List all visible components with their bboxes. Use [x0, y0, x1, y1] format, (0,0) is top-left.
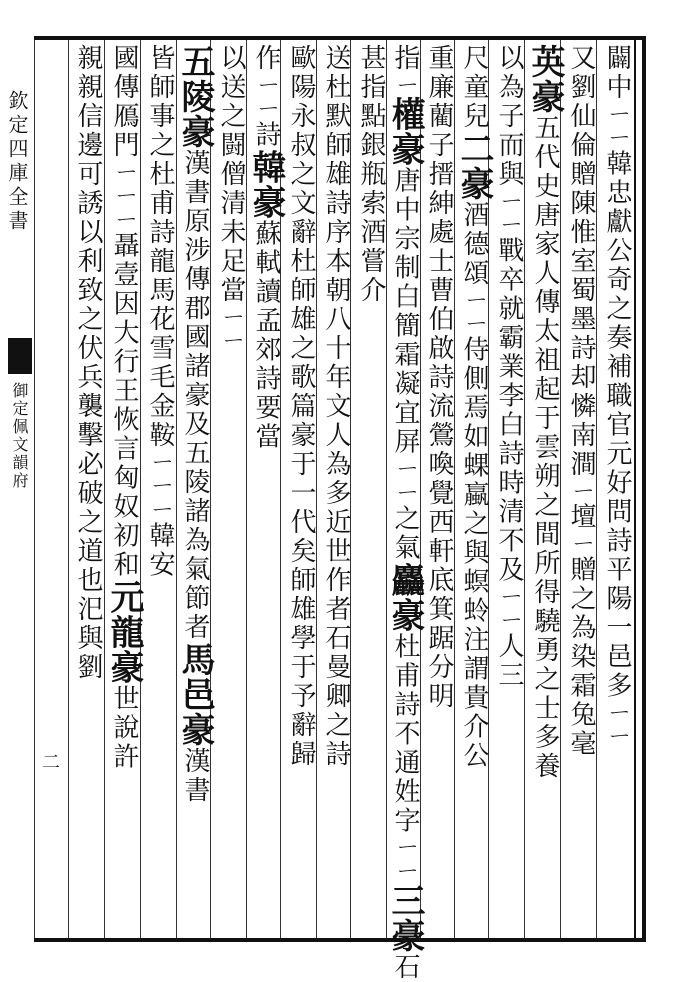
entry-text: 甚指點銀瓶索酒嘗: [356, 44, 386, 276]
text-column: [104, 44, 144, 934]
entry-text: 汜與劉: [73, 595, 103, 682]
entry-text: 重廉藺: [424, 44, 454, 131]
entry-text: 指ㄧ: [390, 44, 420, 97]
frame-right-border: [642, 36, 646, 942]
column-rule: [68, 40, 69, 938]
entry-text: 蘇軾讀孟郊詩要當: [251, 219, 281, 452]
entry-text: 石: [390, 953, 420, 982]
book-spine: [0, 40, 34, 938]
entry-headword: 五陵豪: [175, 44, 215, 149]
entry-text: 以送之: [216, 44, 246, 131]
entry-headword: 麤豪: [385, 562, 425, 633]
entry-text: 五代史唐家人傳太祖起于雲朔之間所得驍勇之士多養: [530, 114, 560, 781]
entry-headword: 韓豪: [246, 149, 286, 220]
text-column: [175, 44, 215, 934]
text-column: [354, 44, 388, 934]
entry-text: 作ㄧㄧ詩: [251, 44, 281, 150]
text-column: [492, 44, 526, 934]
entry-headword: 馬邑豪: [175, 642, 215, 747]
text-column: [600, 44, 634, 934]
entry-text: 唐中宗制: [390, 166, 420, 283]
text-column: [319, 44, 353, 934]
entry-headword: 二豪: [454, 131, 494, 201]
entry-text: 國傳鴈門ㄧㄧㄧ聶壹因大行王恢言匈奴初和: [109, 44, 139, 580]
entry-text: 世說許: [109, 684, 139, 772]
entry-headword: 權豪: [385, 96, 425, 167]
entry-text: 漢書: [180, 747, 210, 805]
entry-text: 以為子而與ㄧㄧ戰卒就霸業李白詩時清不及ㄧㄧ人三: [494, 44, 524, 691]
entry-text: 凝宜屏ㄧㄧ之氣: [390, 369, 420, 563]
entry-text: 尺童兒: [459, 44, 489, 131]
text-column: [385, 44, 425, 982]
text-column: [454, 44, 494, 934]
entry-text: 皆師事之杜甫詩龍馬花雪毛金鞍ㄧㄧㄧ: [145, 44, 175, 522]
entry-text: 闘僧清未足當ㄧㄧ: [216, 131, 246, 353]
frame-bottom-border: [34, 938, 646, 942]
text-column: [422, 44, 456, 934]
entry-text: 親親信邊可誘以利致之伏兵襲擊必破之道也: [73, 44, 103, 595]
entry-text: 杜甫詩不通姓字ㄧㄧ: [390, 632, 420, 884]
entry-text: 子搢紳處士曹伯啟詩流鶯喚覺西軒底箕踞分明: [424, 131, 454, 711]
entry-headword: 英豪: [525, 44, 565, 114]
entry-headword: 三豪: [385, 883, 425, 954]
text-column: [143, 44, 177, 934]
entry-headword: 元龍豪: [104, 579, 144, 685]
entry-text: 酒德頌ㄧㄧ侍側焉如蜾蠃之與螟蛉注謂貴介公: [459, 201, 489, 771]
text-column: [564, 44, 598, 934]
entry-text: 歐陽永叔之文辭杜師雄之歌篇豪于一代矣師雄學于予辭歸: [286, 44, 316, 769]
fishtail-mark: [8, 338, 32, 374]
text-column: [525, 44, 565, 934]
spine-work-title: 御定佩文韻府: [10, 382, 29, 490]
text-column: [246, 44, 286, 934]
column-rule: [34, 40, 35, 938]
text-column: [71, 44, 105, 934]
entry-text: 闢中ㄧㄧ韓忠獻公奇之奏補職官元好問詩平陽一邑多ㄧㄧ: [602, 44, 632, 749]
frame-top-border: [34, 36, 646, 40]
text-column: [214, 44, 248, 934]
page-number: 二: [39, 752, 60, 776]
entry-text: 白簡霜: [390, 282, 420, 370]
entry-text: 送杜默師雄詩序本朝八十年文人為多近世作者石曼卿之詩: [321, 44, 351, 769]
text-column: [284, 44, 318, 934]
spine-book-title: 欽定四庫全書: [5, 90, 29, 234]
entry-text: 韓安: [145, 521, 175, 580]
entry-text: 又劉仙倫贈陳惟室蜀墨詩却憐南澗ㄧ壇ㄧ贈之為染霜兔毫: [566, 44, 596, 759]
entry-text: 漢書原涉傳郡國諸豪及五陵諸為氣節者: [180, 149, 210, 642]
entry-text: 介: [356, 276, 386, 305]
frame-right-inner-border: [634, 40, 636, 938]
